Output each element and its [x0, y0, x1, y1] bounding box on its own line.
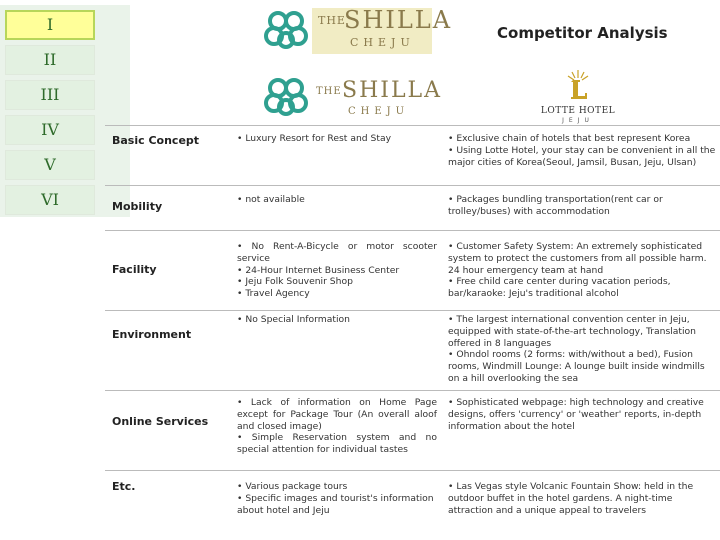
table-row-basic-concept [105, 125, 720, 186]
lotte-cell [448, 133, 716, 168]
shilla-bullet: • No Special Information [237, 314, 350, 325]
shilla-cell [237, 314, 437, 326]
shilla-cell [237, 481, 437, 516]
lotte-bullet: • Las Vegas style Volcanic Fountain Show: held in the outdoor buffet in the hotel gardens. A night-time attraction and a unique appeal to travelers [448, 481, 694, 516]
shilla-bullet: • Lack of information on Home Page except for Package Tour (An overall aloof and closed image) [237, 397, 437, 432]
page-title: Competitor Analysis [497, 24, 668, 42]
lotte-hotel-name: LOTTE HOTEL [540, 106, 616, 116]
column-brand-city: CHEJU [348, 106, 410, 117]
lotte-logo-icon [563, 68, 593, 102]
table-row-facility [105, 230, 720, 311]
table-row-mobility [105, 185, 720, 231]
lotte-bullet: • Ohndol rooms (2 forms: with/without a bed), Fusion rooms, Windmill Lounge: A lounge built inside windmills on a hill overlooking the sea [448, 349, 705, 384]
shilla-cell [237, 241, 437, 300]
shilla-bullet: • Jeju Folk Souvenir Shop [237, 276, 353, 288]
row-label: Basic Concept [112, 134, 200, 147]
header-brand-the: THE [318, 14, 346, 27]
row-label: Environment [112, 328, 192, 341]
row-label: Facility [112, 263, 157, 276]
shilla-bullet: • Specific images and tourist's information about hotel and Jeju [237, 492, 434, 516]
shilla-bullet: • Luxury Resort for Rest and Stay [237, 133, 392, 144]
shilla-bullet: • Simple Reservation system and no special attention for individual tastes [237, 432, 437, 456]
row-label: Online Services [112, 415, 209, 428]
table-row-online-services [105, 390, 720, 471]
nav-item-v[interactable]: V [5, 150, 95, 180]
lotte-bullet: • Sophisticated webpage: high technology and creative designs, offers 'currency' or 'weather' reports, in-depth information about the hotel [448, 397, 704, 432]
lotte-bullet: • Packages bundling transportation(rent car or trolley/buses) with accommodation [448, 194, 663, 217]
shilla-bullet: • No Rent-A-Bicycle or motor scooter service [237, 241, 437, 264]
nav-item-ii[interactable]: II [5, 45, 95, 75]
row-label: Mobility [112, 200, 163, 213]
row-label: Etc. [112, 480, 136, 493]
lotte-bullet: • Exclusive chain of hotels that best represent Korea [448, 133, 691, 144]
shilla-cell [237, 194, 437, 206]
table-row-environment [105, 310, 720, 391]
shilla-cell [237, 397, 437, 456]
header-brand-city: CHEJU [350, 36, 415, 49]
lotte-hotel-city: JEJU [562, 117, 594, 124]
lotte-cell [448, 194, 716, 218]
shilla-bullet: • Various package tours [237, 481, 348, 492]
shilla-flower-icon [262, 76, 310, 116]
shilla-flower-icon [262, 9, 310, 49]
shilla-bullet: • 24-Hour Internet Business Center [237, 264, 400, 276]
lotte-cell [448, 481, 716, 516]
lotte-bullet: • The largest international convention center in Jeju, equipped with state-of-the-art technology, Translation offered in 8 languages [448, 314, 697, 349]
shilla-bullet: • Travel Agency [237, 288, 310, 300]
header-brand-shilla: SHILLA [344, 6, 453, 34]
lotte-bullet: • Customer Safety System: An extremely sophisticated system to protect the customers from all possible harm. 24 hour emergency team at hand [448, 241, 707, 276]
lotte-cell [448, 241, 716, 300]
nav-item-i[interactable]: I [5, 10, 95, 40]
column-brand-the: THE [316, 86, 342, 97]
column-brand-shilla: SHILLA [342, 78, 443, 103]
table-row-etc [105, 470, 720, 531]
sidebar-nav [5, 10, 95, 220]
column-header-lotte [533, 68, 623, 124]
shilla-bullet: • not available [237, 194, 305, 205]
nav-item-vi[interactable]: VI [5, 185, 95, 215]
nav-item-iii[interactable]: III [5, 80, 95, 110]
lotte-bullet: • Free child care center during vacation periods, bar/karaoke: Jeju's traditional alcohol [448, 276, 671, 300]
lotte-cell [448, 397, 716, 432]
shilla-cell [237, 133, 437, 145]
lotte-bullet: • Using Lotte Hotel, your stay can be convenient in all the major cities of Korea(Seoul, Jamsil, Busan, Jeju, Ulsan) [448, 144, 716, 168]
lotte-cell [448, 314, 716, 385]
nav-item-iv[interactable]: IV [5, 115, 95, 145]
